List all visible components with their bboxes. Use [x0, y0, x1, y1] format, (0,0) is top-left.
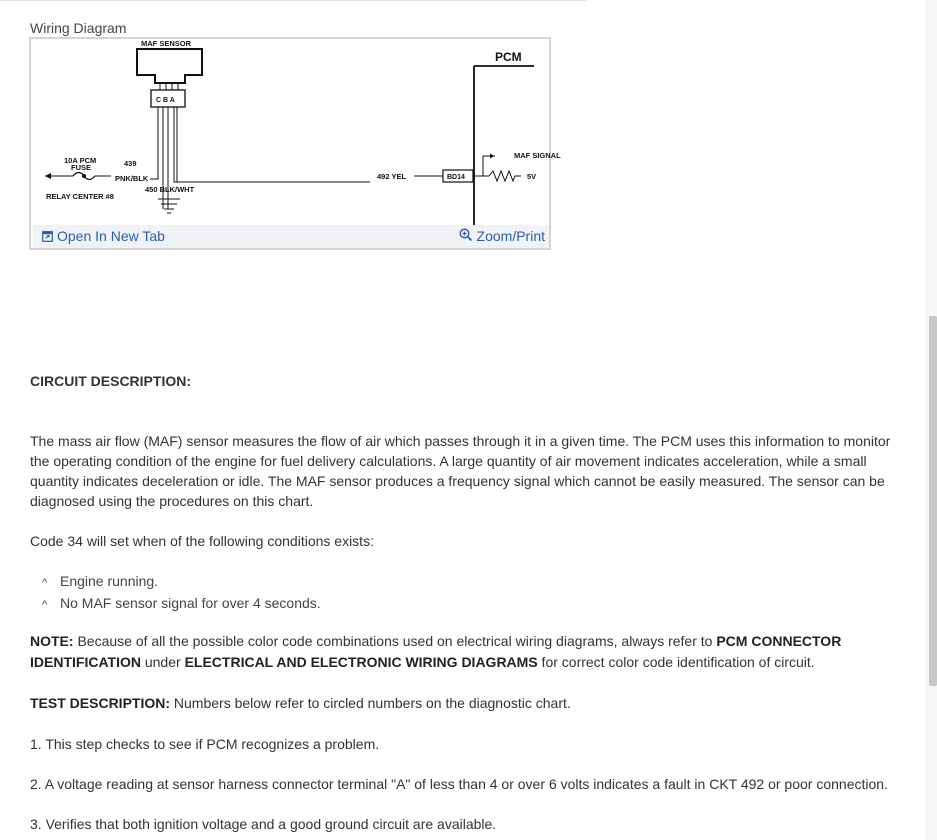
new-tab-icon — [42, 231, 53, 242]
svg-text:PNK/BLK: PNK/BLK — [115, 174, 149, 183]
scrollbar-thumb[interactable] — [929, 316, 937, 686]
label-pcm: PCM — [495, 50, 522, 64]
label-maf-sensor: MAF SENSOR — [141, 39, 192, 48]
zoom-print-link[interactable]: Zoom/Print — [459, 228, 545, 244]
svg-text:BD14: BD14 — [447, 174, 465, 181]
svg-text:492 YEL: 492 YEL — [377, 172, 407, 181]
label-connector-pins: C B A — [156, 97, 175, 104]
test-step-2: 2. A voltage reading at sensor harness connector terminal "A" of less than 4 or over 6 volts indicates a fault in CKT 492 or poor connection. — [30, 776, 888, 792]
svg-text:RELAY CENTER #8: RELAY CENTER #8 — [46, 192, 114, 201]
list-item: ^ Engine running. — [42, 573, 159, 589]
svg-text:MAF SIGNAL: MAF SIGNAL — [514, 151, 561, 160]
svg-text:439: 439 — [124, 159, 137, 168]
condition-list — [42, 571, 321, 615]
maf-sensor-body — [137, 49, 202, 83]
svg-text:FUSE: FUSE — [71, 163, 92, 172]
svg-text:5V: 5V — [527, 172, 537, 181]
test-step-1: 1. This step checks to see if PCM recognizes a problem. — [30, 736, 380, 752]
code-condition-line: Code 34 will set when of the following conditions exists: — [30, 533, 374, 549]
test-step-3: 3. Verifies that both ignition voltage and a good ground circuit are available. — [30, 816, 497, 832]
test-description: TEST DESCRIPTION: Numbers below refer to circled numbers on the diagnostic chart. — [30, 695, 571, 711]
wiring-diagram — [29, 37, 561, 250]
circuit-description-text: The mass air flow (MAF) sensor measures the flow of air which passes through it in a given time. The PCM uses this information to monitor the operating condition of the engine for fuel delivery calculations. A large quantity of air movement indicates acceleration, while a small quantity indicates deceleration or idle. The MAF sensor produces a frequency signal which cannot be easily measured. The sensor can be diagnosed using the procedures on this chart. — [30, 433, 891, 509]
zoom-icon — [459, 228, 473, 242]
open-in-new-tab-link[interactable]: Open In New Tab — [42, 228, 165, 244]
diagram-toolbar — [33, 225, 549, 248]
wiring-diagram-image — [31, 39, 561, 225]
list-item: ^ No MAF sensor signal for over 4 seconds. — [42, 595, 321, 611]
note-paragraph: NOTE: Because of all the possible color code combinations used on electrical wiring diagrams, always refer to PCM CONNECTOR IDENTIFICATION under ELECTRICAL AND ELECTRONIC WIRING DIAGRAMS for correct color code identification of circuit. — [30, 633, 842, 670]
circuit-description-heading: CIRCUIT DESCRIPTION: — [30, 373, 191, 389]
figure-title: Wiring Diagram — [30, 20, 127, 36]
top-divider — [0, 0, 586, 1]
svg-text:450 BLK/WHT: 450 BLK/WHT — [145, 185, 195, 194]
svg-text:10A PCM: 10A PCM — [64, 156, 97, 165]
